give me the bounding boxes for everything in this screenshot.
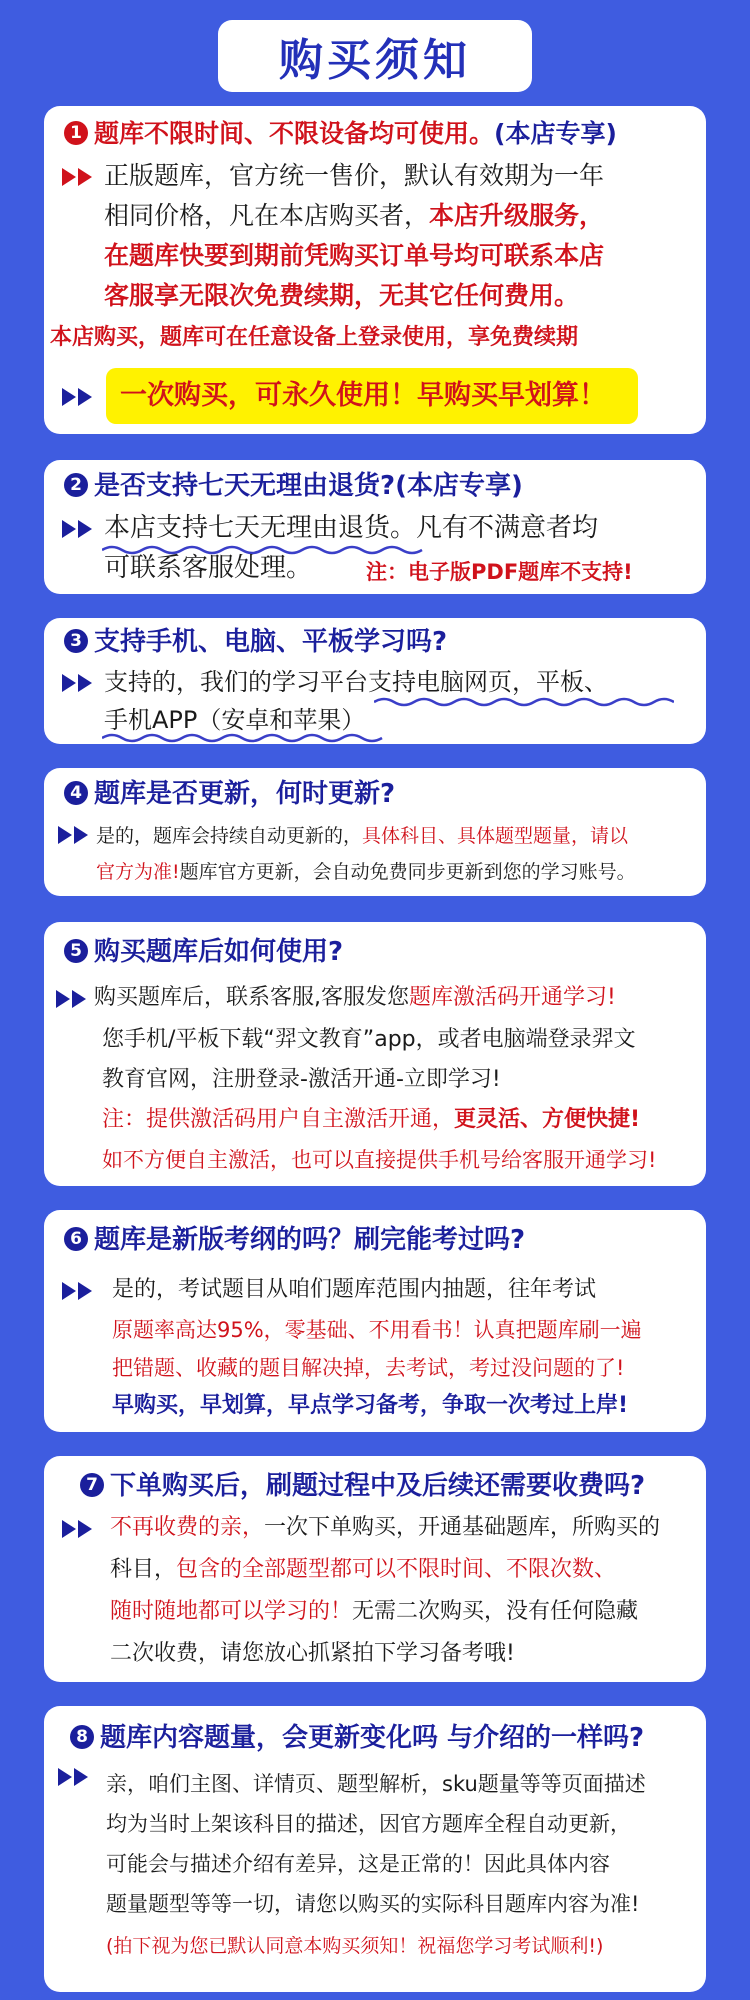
section-1-heading: 1 题库不限时间、不限设备均可使用。(本店专享) [64, 116, 617, 152]
double-arrow-icon [56, 990, 88, 1008]
section-6-line-2: 原题率高达95%，零基础、不用看书！认真把题库刷一遍 [112, 1318, 642, 1342]
section-4-line-2: 官方为准!题库官方更新，会自动免费同步更新到您的学习账号。 [96, 861, 636, 883]
section-5-line-4: 注：提供激活码用户自主激活开通，更灵活、方便快捷! [102, 1107, 641, 1132]
section-1-line-4: 客服享无限次免费续期，无其它任何费用。 [104, 281, 580, 310]
section-7-line-2: 科目，包含的全部题型都可以不限时间、不限次数、 [110, 1557, 617, 1582]
section-7-heading: 7 下单购买后，刷题过程中及后续还需要收费吗? [80, 1468, 645, 1504]
section-6-line-1: 是的，考试题目从咱们题库范围内抽题，往年考试 [112, 1277, 597, 1302]
number-badge-icon: 6 [64, 1227, 88, 1251]
number-badge-icon: 1 [64, 121, 88, 145]
section-6-line-3: 把错题、收藏的题目解决掉，去考试，考过没问题的了! [112, 1356, 625, 1380]
double-arrow-icon [62, 1282, 94, 1300]
section-5-card [44, 922, 706, 1186]
wavy-underline [374, 696, 674, 708]
section-3-card [44, 618, 706, 744]
number-badge-icon: 4 [64, 781, 88, 805]
section-2-card [44, 460, 706, 594]
number-badge-icon: 2 [64, 473, 88, 497]
title-banner [218, 20, 532, 92]
section-2-line-2: 可联系客服处理。 [104, 553, 313, 583]
section-3-line-2: 手机APP（安卓和苹果） [104, 706, 366, 734]
section-4-card [44, 768, 706, 896]
section-5-line-1: 购买题库后，联系客服,客服发您题库激活码开通学习! [94, 985, 616, 1010]
section-5-line-5: 如不方便自主激活，也可以直接提供手机号给客服开通学习! [102, 1148, 657, 1172]
section-8-line-3: 可能会与描述介绍有差异，这是正常的！因此具体内容 [106, 1852, 610, 1876]
page-title: 购买须知 [279, 35, 471, 86]
number-badge-icon: 3 [64, 629, 88, 653]
section-3-line-1: 支持的，我们的学习平台支持电脑网页，平板、 [104, 668, 608, 696]
section-7-line-1: 不再收费的亲，一次下单购买，开通基础题库，所购买的 [110, 1515, 661, 1540]
section-2-line-1: 本店支持七天无理由退货。凡有不满意者均 [104, 513, 599, 543]
double-arrow-icon [62, 168, 94, 186]
double-arrow-icon [58, 1768, 90, 1786]
section-7-line-4: 二次收费，请您放心抓紧拍下学习备考哦! [110, 1641, 515, 1666]
section-6-heading: 6 题库是新版考纲的吗？刷完能考过吗? [64, 1222, 525, 1258]
section-6-card [44, 1210, 706, 1432]
section-1-line-1: 正版题库，官方统一售价，默认有效期为一年 [104, 161, 605, 190]
section-8-line-2: 均为当时上架该科目的描述，因官方题库全程自动更新， [106, 1812, 631, 1836]
wavy-underline [102, 732, 392, 744]
section-8-heading: 8 题库内容题量，会更新变化吗 与介绍的一样吗? [70, 1720, 644, 1756]
number-badge-icon: 8 [70, 1725, 94, 1749]
double-arrow-icon [62, 1520, 94, 1538]
section-8-line-5: (拍下视为您已默认同意本购买须知！祝福您学习考试顺利!) [106, 1935, 604, 1957]
section-3-heading: 3 支持手机、电脑、平板学习吗? [64, 624, 447, 660]
double-arrow-icon [62, 674, 94, 692]
double-arrow-icon [62, 388, 94, 406]
section-4-heading: 4 题库是否更新，何时更新? [64, 776, 395, 812]
double-arrow-icon [62, 520, 94, 538]
section-5-line-2: 您手机/平板下载“羿文教育”app，或者电脑端登录羿文 [102, 1027, 636, 1052]
section-5-line-3: 教育官网，注册登录-激活开通-立即学习! [102, 1067, 501, 1092]
section-1-line-3: 在题库快要到期前凭购买订单号均可联系本店 [104, 241, 605, 270]
section-7-line-3: 随时随地都可以学习的！无需二次购买，没有任何隐藏 [110, 1599, 639, 1624]
section-1-card [44, 106, 706, 434]
section-8-line-1: 亲，咱们主图、详情页、题型解析，sku题量等等页面描述 [106, 1772, 646, 1796]
highlight-text: 一次购买，可永久使用！早购买早划算！ [120, 380, 606, 411]
section-8-card [44, 1706, 706, 1992]
section-8-line-4: 题量题型等等一切，请您以购买的实际科目题库内容为准! [106, 1892, 640, 1916]
double-arrow-icon [58, 826, 90, 844]
section-2-note: 注：电子版PDF题库不支持! [366, 560, 633, 584]
section-5-heading: 5 购买题库后如何使用? [64, 934, 343, 970]
section-1-line-2: 相同价格，凡在本店购买者，本店升级服务， [104, 201, 605, 230]
section-7-card [44, 1456, 706, 1682]
section-6-line-4: 早购买，早划算，早点学习备考，争取一次考过上岸! [112, 1393, 629, 1418]
section-4-line-1: 是的，题库会持续自动更新的，具体科目、具体题型题量，请以 [96, 825, 629, 847]
number-badge-icon: 5 [64, 939, 88, 963]
number-badge-icon: 7 [80, 1473, 104, 1497]
section-1-line-5: 本店购买，题库可在任意设备上登录使用，享免费续期 [50, 325, 579, 350]
section-2-heading: 2 是否支持七天无理由退货?(本店专享) [64, 468, 523, 504]
